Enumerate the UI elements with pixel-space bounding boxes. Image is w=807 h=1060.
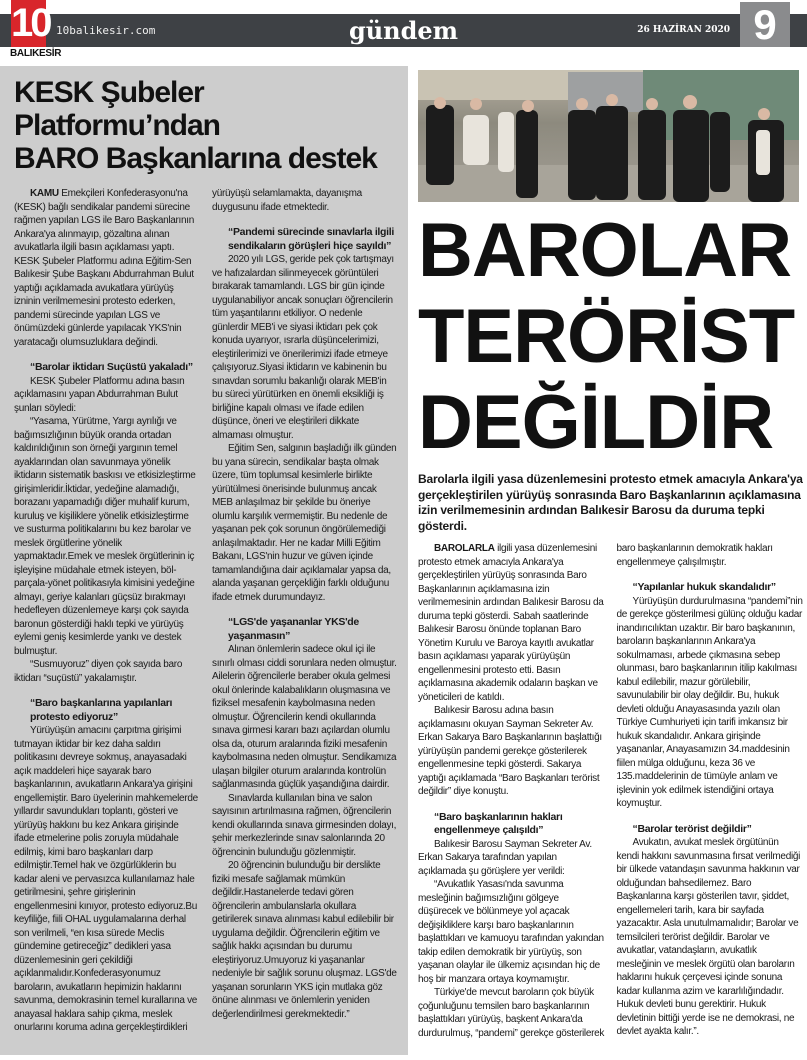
main-headline-line: DEĞİLDİR — [418, 380, 774, 465]
paragraph: 2020 yılı LGS, geride pek çok tartışmayı ve hafızalardan silinmeyecek görüntüleri bırakarak tamamlandı. LGS bir gün içinde uygulanabiliyor ancak sonuçları öğrencilerin tüm yaşantılarını etkiliyor. O nedenle günlerdir MEB'i ve siyasi iktidarı pek çok konuda uyarıyor, ısrarla düşüncelerimizi, eleştirilerimizi ve önerilerimizi ifade etmeye çalışıyoruz.Siyasi iktidarın ve kabinenin bu sınavdan sorumlu bakanlığı olarak MEB'in bu süreci yürütürken en önemli eksikliği iş birliğine kapalı olması ve ifade edilen düşünce, öneri ve eleştirileri dikkate almaması olmuştur. — [212, 254, 394, 441]
subheading: “Baro başkanlarına yapılanları protesto ediyoruz” — [30, 697, 173, 723]
photo-illustration — [418, 70, 799, 202]
subheading: “LGS'de yaşananlar YKS'de yaşanmasın” — [228, 616, 359, 642]
left-article-panel — [0, 66, 408, 1055]
left-article-body — [14, 187, 398, 1035]
paragraph: Yürüyüşün amacını çarpıtma girişimi tutmayan iktidar bir kez daha saldırı politikasını devreye sokmuş, anayasadaki açık maddeleri hiçe sayarak baro başkanlarının, avukatların Ankara'ya girişini engellemiştir. Baro üyelerinin mahkemelerde yıllardır savundukları toplantı, gösteri ve yürüyüş hakkını bu kez Ankara girişinde ifade etmelerine polis zoruyla müdahale edilmiş, kimi baro başkanları darp edilmiştir.Temel hak ve özgürlüklerin bu kadar aleni ve pervasızca kullanılamaz hale getirilmesini, şehre girişlerinin engellenmesini kınıyor, protesto ediyoruz.Bu keyfiliğe, fiili OHAL uygulamalarına derhal son verilmeli, “en kısa sürede Meclis gündemine getireceğiz” dedikleri yasa düzenlemesinin geri çekildiği açıklanmalıdır.Konfederasyonumuz baroların, avukatların hepimizin haklarını savunma, demokrasinin temel kurallarına ve anayasal haklara sahip çıkma, meslek onurlarını koruma adına gerçekleştirdikleri yürüyüşü selamlamakta, dayanışma duygusunu ifade etmektedir. — [14, 188, 362, 1033]
left-headline — [14, 76, 398, 175]
logo-city: BALIKESİR — [10, 48, 62, 59]
paragraph: Alınan önlemlerin sadece okul içi ile sınırlı olması ciddi sorunlara neden olmuştur. Ailelerin öğrencilerle beraber okula gelmesi okul önlerinde kalabalıkların oluşmasına ve fiziksel mesafenin kaybolmasına neden olmuştur. Öğrencilerin kendi okullarında sınava girmesi kararı bazı açılardan olumlu olsa da, oturum aralarında fiziki mesafenin kaybolmasına neden olmuştur. Sendikamıza ulaşan bilgiler oturum aralarında kontrolün sağlanmasında güçlük yaşandığına dairdir. — [212, 644, 397, 790]
left-headline-line: BARO Başkanlarına destek — [14, 142, 377, 175]
lead-bold: KAMU — [30, 188, 59, 199]
subheading: “Barolar terörist değildir” — [632, 822, 752, 835]
main-headline — [418, 208, 803, 466]
lead-text: Emekçileri Konfederasyonu'na (KESK) bağlı sendikalar pandemi sürecine rağmen yapılan LGS ile Baro Başkanlarının Ankara'ya alınmayıp, gözaltına alınan avukatlarla ilgili basın açıklaması yaptı. KESK Şubeler Platformu adına Eğitim-Sen Balıkesir Şube Başkanı Abdurrahman Bulut yaptığı açıklamada avukatlara yürüyüş izninin verilmemesini protesto ederken, pandemi sürecinde yapılan LGS ve önümüzdeki günlerde yapılacak YKS'nin yaratacağı olumsuzluklara değindi. — [14, 188, 195, 348]
right-article-body — [418, 542, 803, 1060]
lead-text: ilgili yasa düzenlemesini protesto etmek amacıyla Ankara'ya gerçekleştirilen yürüyüş sonrasında Baro Başkanlarının açıklamasına izin verilmemesinin ardından Balıkesir Barosu da duruma tepki gösterdi. Sabah saatlerinde Balıkesir Barosu önünde toplanan Baro Yönetim Kurulu ve Baroya kayıtlı avukatlar basın açıklaması yaparak yürüyüşün engellenmesini protesto etti. Basın açıklamasına akademik odaların başkan ve yöneticileri de katıldı. — [418, 543, 604, 703]
subheading: “Pandemi sürecinde sınavlarla ilgili sendikaların görüşleri hiçe sayıldı” — [228, 226, 395, 252]
paragraph: 20 öğrencinin bulunduğu bir derslikte fiziki mesafe sağlamak mümkün değildir.Hastanelerde tedavi gören öğrencilerin ambulanslarla okullara getirilerek sınava alınması kabul edilebilir bir uygulama değildir. Öğrencilerin eğitim ve sağlık hakkı açısından bu durumu eleştiriyoruz.Umuyoruz ki yaşananlar nedeniyle bir sağlık sorunu oluşmaz. LGS'de yaşanan sorunların YKS için mutlaka göz önüne alınması ve önlemlerin yeniden değerlendirilmesi gerekmektedir.” — [212, 860, 397, 1020]
newspaper-logo: 10 — [11, 1, 50, 45]
lead-bold: BAROLARLA — [434, 543, 495, 554]
article-deck: Barolarla ilgili yasa düzenlemesini protesto etmek amacıyla Ankara'ya gerçekleştirilen yürüyüş sonrasında Baro Başkanlarının açıklamasına izin verilmemesinin ardından Balıkesir Barosu da duruma tepki gösterdi. — [418, 472, 803, 533]
paragraph: “Susmuyoruz” diyen çok sayıda baro iktidarı “suçüstü” yakalamıştır. — [14, 659, 183, 684]
paragraph: Avukatın, avukat meslek örgütünün kendi hakkını savunmasına fırsat verilmediği bir ülkede vatandaşın savunma hakkının var olduğundan bahsedilemez. Baro Başkanlarına karşı gösterilen tavır, şiddet, engellemeleri tarih, kara bir sayfada yazacaktır. Asla unutulmamalıdır; Barolar ve temsilcileri terörist değildir. Barolar ve avukatlar, vatandaşların, avukatlık mesleğinin ve meslek örgütü olan baroların haklarını hukuk çerçevesi içinde sonuna kadar kullanma azim ve kararlılığındadır. Hukuk devleti bunu gerektirir. Hukuk devletinin bittiği yerde ise ne demokrasi, ne devlet ayakta kalır.”. — [616, 837, 801, 1037]
main-headline-line: TERÖRİST — [418, 294, 795, 379]
main-headline-line: BAROLAR — [418, 208, 791, 293]
subheading: “Yapılanlar hukuk skandalıdır” — [632, 581, 776, 593]
section-title: gündem — [348, 16, 459, 45]
paragraph: Sınavlarda kullanılan bina ve salon sayısının artırılmasına rağmen, öğrencilerin kendi okullarında sınava girmesinden dolayı, şehir merkezlerinde sınav salonlarında 20 öğrencinin bulunduğu gözlenmiştir. — [212, 792, 397, 858]
page-number: 9 — [740, 2, 790, 47]
left-headline-line: KESK Şubeler Platformu’ndan — [14, 76, 221, 142]
lead-paragraph — [418, 542, 605, 704]
subheading: “Baro başkanlarının hakları engellenmeye çalışıldı” — [434, 810, 563, 836]
lead-paragraph — [14, 187, 200, 349]
paragraph: Türkiye'de mevcut baroların çok büyük çoğunluğunu temsilen baro başkanlarının başlattıkları yürüyüş, başkent Ankara'da durdurulmuş, “pandemi” gerekçe gösterilerek baro başkanlarının demokratik hakları engellenmeye çalışılmıştır. — [418, 543, 773, 1039]
paragraph: Yürüyüşün durdurulmasına “pandemi”nin de gerekçe gösterilmesi gülünç olduğu kadar inandırıcılıktan uzaktır. Bir baro başkanının, baroların başkanlarının Ankara'ya sokulmaması, arbede çıkmasına sebep olunması, baro başkanlarının itilip kakılması kabul edilebilir, mazur görülebilir, savunulabilir bir olay değildir. Bu, hukuk devleti olduğu Anayasasında yazılı olan Türkiye Cumhuriyeti için tarifi imkansız bir hukuk skandalıdır. Ankara girişinde yaşananlar, Anayasamızın 34.maddesinin fiilen mülga olduğunu, keza 36 ve 135.maddelerinin de tümüyle anlam ve işlevinin yok edilmek istendiğini ortaya koymuştur. — [616, 595, 803, 809]
paragraph: Eğitim Sen, salgının başladığı ilk günden bu yana sürecin, sendikalar başta olmak üzere, tüm toplumsal kesimlerle birlikte yürütülmesi önerisinde bulunmuş ancak MEB anlaşılmaz bir şekilde bu öneriye olumlu karşılık vermemiştir. Bu nedenle de yaşanan pek çok sorunun öngörülemediği anlaşılmaktadır. Her ne kadar Milli Eğitim Bakanı, LGS'nin huzur ve güven içinde tamamlandığına dair açıklamalar yapsa da, alanda yaşanan gerçekliğin farklı olduğunu ifade etmek durumundayız. — [212, 443, 397, 603]
paragraph: Balıkesir Barosu adına basın açıklamasını okuyan Sayman Sekreter Av. Erkan Sakarya Baro Başkanlarının başlattığı yürüyüşün pandemi gerekçe gösterilerek engellenmesine tepki gösterdi. Sakarya yaptığı açıklamada “Baro Başkanları terörist değildir” diye konuştu. — [418, 705, 602, 797]
right-article — [418, 70, 803, 1060]
paragraph: KESK Şubeler Platformu adına basın açıklamasını yapan Abdurrahman Bulut şunları söyledi: — [14, 375, 185, 414]
paragraph: “Avukatlık Yasası'nda savunma mesleğinin bağımsızlığını gölgeye düşürecek ve bölünmeye yol açacak değişikliklere karşı baro başkanlarının başlattıkları ve kamuoyu tarafından yakından takip edilen demokratik bir yürüyüş, son yaşanan olaylar ile ülkemiz açısından hiç de hoş bir manzara ortaya koymamıştır. — [418, 879, 604, 985]
paragraph: Balıkesir Barosu Sayman Sekreter Av. Erkan Sakarya tarafından yapılan açıklamada şu görüşlere yer verildi: — [418, 838, 592, 877]
issue-date: 26 HAZİRAN 2020 — [637, 25, 730, 35]
website-link[interactable]: 10balikesir.com — [56, 24, 156, 37]
paragraph: “Yasama, Yürütme, Yargı ayrılığı ve bağımsızlığının büyük oranda ortadan kaldırıldığının son örneği yargının temel ayaklarından olan savunmaya yönelik iktidarın sistematik baskısı ve etkisizleştirme girişimleridir.İktidar, yedeğine alamadığı, borazanı yapamadığı diğer muhalif kurum, kuruluş ve kişiliklere yönelik etkisizleştirme ve susturma politikalarını bu kez barolar ve meslek örgütlerine yönelik yapmaktadır.Emek ve meslek örgütlerinin iç işleyişine müdahale etmek isteyen, böl-parçala-yönet politikasıyla kimisini yedeğine almayı, geriye kalanları güçsüz bırakmayı hedefleyen düzenlemeye karşı çok sayıda baronun gösterdiği haklı tepki ve yürüyüş eylemi geniş kesimlerde yankı ve destek bulmuştur. — [14, 416, 196, 657]
article-photo-lawyers-protest — [418, 70, 799, 202]
subheading: “Barolar iktidarı Suçüstü yakaladı” — [30, 361, 193, 373]
